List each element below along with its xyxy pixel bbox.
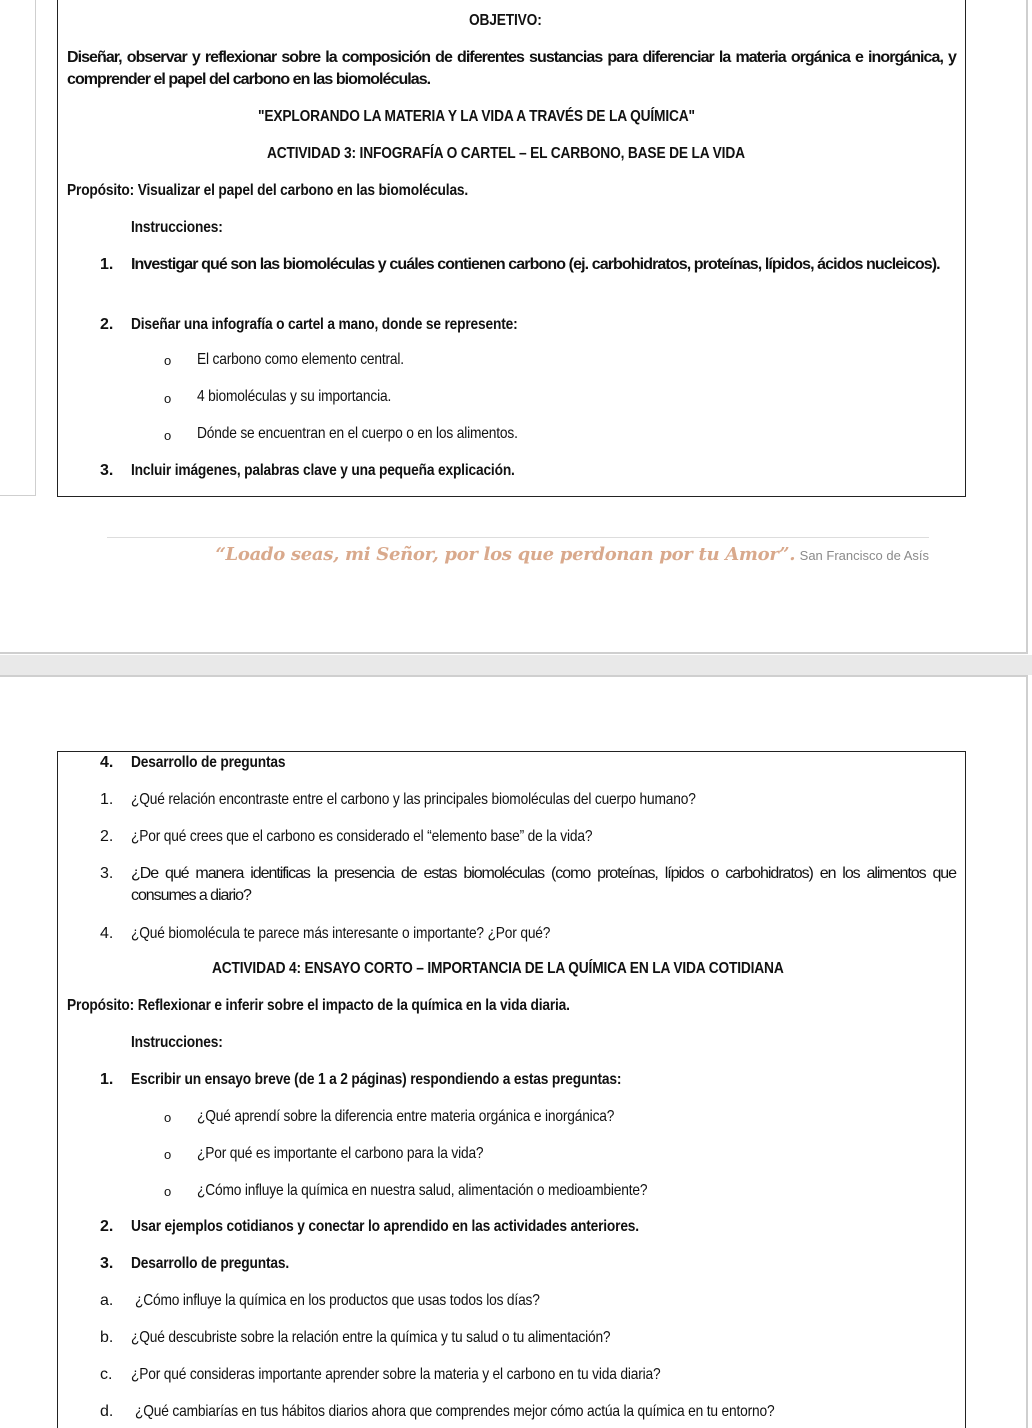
bullet-icon: o [164, 1184, 172, 1199]
activity-3-purpose: Propósito: Visualizar el papel del carbono en las biomoléculas. [67, 182, 469, 199]
activity-3-title: ACTIVIDAD 3: INFOGRAFÍA O CARTEL – EL CARBONO, BASE DE LA VIDA [266, 145, 745, 162]
lettered-item-marker: d. [100, 1403, 114, 1420]
instructions-label: Instrucciones: [131, 1034, 223, 1051]
step-number: 2. [100, 316, 114, 333]
page-gap [0, 655, 1032, 675]
sub-bullet-text: 4 biomoléculas y su importancia. [197, 388, 392, 405]
lettered-item-marker: c. [100, 1366, 113, 1383]
bullet-icon: o [164, 391, 172, 406]
page-margin-edge [0, 0, 36, 496]
sub-bullet-text: ¿Por qué es importante el carbono para la vida? [197, 1145, 484, 1162]
question-number: 2. [100, 828, 114, 845]
step-text: Desarrollo de preguntas. [131, 1255, 289, 1272]
lettered-question-text: ¿Qué descubriste sobre la relación entre la química y tu salud o tu alimentación? [131, 1329, 611, 1346]
step-number: 1. [100, 1071, 114, 1088]
objetivo-heading: OBJETIVO: [469, 12, 542, 29]
bullet-icon: o [164, 428, 172, 443]
step-text: Diseñar una infografía o cartel a mano, donde se represente: [131, 316, 518, 333]
quote-text: “Loado seas, mi Señor, por los que perdonan por tu Amor”. [215, 544, 796, 565]
lettered-question-text: ¿Por qué consideras importante aprender sobre la materia y el carbono en tu vida diaria? [131, 1366, 661, 1383]
footer-divider [107, 537, 929, 538]
sub-bullet-text: ¿Qué aprendí sobre la diferencia entre materia orgánica e inorgánica? [197, 1108, 615, 1125]
bullet-icon: o [164, 1147, 172, 1162]
step-number: 1. [100, 256, 114, 273]
objetivo-text: Diseñar, observar y reflexionar sobre la composición de diferentes sustancias para diferenciar la materia orgánica e inorgánica, y comprender el papel del carbono en las biomoléculas. [67, 49, 956, 88]
sub-bullet-text: ¿Cómo influye la química en nuestra salud, alimentación o medioambiente? [197, 1182, 648, 1199]
quote-author: San Francisco de Asís [799, 548, 929, 563]
section-number: 4. [100, 754, 114, 771]
bullet-icon: o [164, 353, 172, 368]
question-number: 1. [100, 791, 114, 808]
question-number: 3. [100, 865, 114, 882]
sub-bullet-text: Dónde se encuentran en el cuerpo o en los alimentos. [197, 425, 518, 442]
step-number: 2. [100, 1218, 114, 1235]
activity-4-purpose: Propósito: Reflexionar e inferir sobre el impacto de la química en la vida diaria. [67, 997, 570, 1014]
lettered-item-marker: a. [100, 1292, 114, 1309]
instructions-label: Instrucciones: [131, 219, 223, 236]
question-number: 4. [100, 925, 114, 942]
footer-quote [107, 544, 929, 565]
question-text: ¿Qué relación encontraste entre el carbono y las principales biomoléculas del cuerpo humano? [131, 791, 696, 808]
section-4-title: Desarrollo de preguntas [131, 754, 286, 771]
step-text: Escribir un ensayo breve (de 1 a 2 páginas) respondiendo a estas preguntas: [131, 1071, 622, 1088]
step-text: Usar ejemplos cotidianos y conectar lo aprendido en las actividades anteriores. [131, 1218, 639, 1235]
question-text: ¿Qué biomolécula te parece más interesante o importante? ¿Por qué? [131, 925, 551, 942]
step-number: 3. [100, 1255, 114, 1272]
lettered-item-marker: b. [100, 1329, 114, 1346]
activity-4-title: ACTIVIDAD 4: ENSAYO CORTO – IMPORTANCIA DE LA QUÍMICA EN LA VIDA COTIDIANA [212, 960, 784, 977]
step-text: Investigar qué son las biomoléculas y cuáles contienen carbono (ej. carbohidratos, proteínas, lípidos, ácidos nucleicos). [131, 256, 940, 273]
bullet-icon: o [164, 1110, 172, 1125]
main-title: "EXPLORANDO LA MATERIA Y LA VIDA A TRAVÉS DE LA QUÍMICA" [257, 108, 695, 125]
step-text: Incluir imágenes, palabras clave y una pequeña explicación. [131, 462, 515, 479]
step-number: 3. [100, 462, 114, 479]
lettered-question-text: ¿Cómo influye la química en los productos que usas todos los días? [135, 1292, 540, 1309]
sub-bullet-text: El carbono como elemento central. [197, 351, 404, 368]
lettered-question-text: ¿Qué cambiarías en tus hábitos diarios ahora que comprendes mejor cómo actúa la química en tu entorno? [135, 1403, 775, 1420]
question-text: ¿Por qué crees que el carbono es considerado el “elemento base” de la vida? [131, 828, 593, 845]
question-text: ¿De qué manera identificas la presencia de estas biomoléculas (como proteínas, lípidos o carbohidratos) en los alimentos que consumes a diario? [131, 865, 956, 904]
